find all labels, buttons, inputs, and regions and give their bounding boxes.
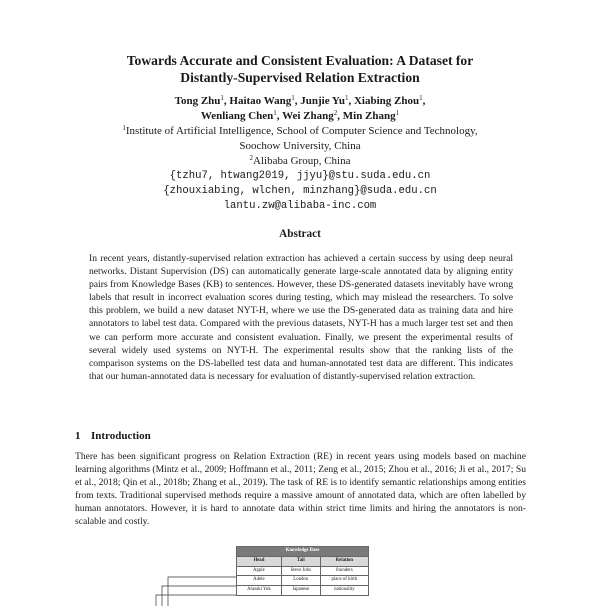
kb-column-header: Tail xyxy=(281,556,320,566)
kb-row xyxy=(237,576,369,586)
author-separator: , xyxy=(276,110,283,122)
affiliation-2 xyxy=(60,154,540,169)
knowledge-base-figure xyxy=(150,546,550,606)
author-name: Wenliang Chen xyxy=(200,110,274,122)
affiliation-1-line-1: Institute of Artificial Intelligence, School of Computer Science and Technology, xyxy=(125,125,478,137)
kb-cell: London xyxy=(281,576,320,586)
author-separator: , xyxy=(348,95,354,107)
abstract-heading: Abstract xyxy=(279,228,321,240)
figure-connector-lines xyxy=(150,546,240,606)
author-name: Min Zhang xyxy=(342,110,396,122)
kb-table-caption: Knowledge Base xyxy=(237,547,369,557)
author-affiliation-mark: 1 xyxy=(344,94,349,102)
author-name: Junjie Yu xyxy=(300,95,345,107)
title-line-2: Distantly-Supervised Relation Extraction xyxy=(180,70,420,85)
connector-line xyxy=(168,577,236,606)
abstract-text: In recent years, distantly-supervised relation extraction has achieved a certain success by using deep neural networks. Distant Supervision (DS) can automatically generate large-scale annotated data by aligning entity pairs from Knowledge Bases (KB) to sentences. However, these DS-generated datasets inevitably have wrong labels that result in incorrect evaluation scores during testing, which may mislead the researchers. To solve this problem, we build a new dataset NYT-H, where we use the DS-generated data as training data and hire annotators to label test data. Compared with the previous datasets, NYT-H has a much larger test set and then we can perform more accurate and consistent evaluation. Finally, we present the experimental results of several widely used systems on NYT-H. The experimental results show that the ranking lists of the comparison systems on the DS-labelled test data and human-annotated test data are different. This indicates that our human-annotated data is necessary for evaluation of distantly-supervised relation extraction. xyxy=(89,253,513,382)
author-affiliation-mark: 1 xyxy=(395,109,400,117)
section-heading xyxy=(75,430,151,442)
affiliation-1-line-2: Soochow University, China xyxy=(239,140,361,152)
author-name: Wei Zhang xyxy=(282,110,334,122)
kb-row xyxy=(237,586,369,596)
author-line-2 xyxy=(60,109,540,124)
paper-title xyxy=(60,52,540,86)
author-name: Tong Zhu xyxy=(174,95,221,107)
title-line-1: Towards Accurate and Consistent Evaluation: A Dataset for xyxy=(126,53,474,68)
author-separator: , xyxy=(223,95,230,107)
author-affiliation-mark: 1 xyxy=(419,94,423,102)
kb-cell: Arasaki Yuk xyxy=(237,586,282,596)
author-separator: , xyxy=(294,95,301,107)
author-affiliation-mark: 1 xyxy=(273,109,277,117)
author-line-1 xyxy=(60,94,540,109)
author-affiliation-mark: 1 xyxy=(220,94,224,102)
introduction-paragraph: There has been significant progress on Relation Extraction (RE) in recent years using models based on machine learning algorithms (Mintz et al., 2009; Hoffmann et al., 2011; Zeng et al., 2015; Zhou et al., 2016; Ji et al., 2017; Su et al., 2018; Qin et al., 2018b; Zhang et al., 2019). The task of RE is to identify semantic relationships among entities from texts. Traditional supervised methods require a massive amount of annotated data, which are often labelled by human annotators. However, it is hard to annotate data within strict time limits and hiring the annotators is non-scalable and costly. xyxy=(75,451,526,528)
author-affiliation-mark: 2 xyxy=(333,109,338,117)
kb-cell: nationality xyxy=(320,586,368,596)
author-name: Haitao Wang xyxy=(229,95,292,107)
author-block xyxy=(60,94,540,214)
kb-column-header: Relation xyxy=(320,556,368,566)
kb-cell: Japanese xyxy=(281,586,320,596)
affiliation-mark: 2 xyxy=(249,154,254,162)
kb-cell: Steve Jobs xyxy=(281,566,320,576)
section-number: 1 xyxy=(75,430,81,442)
kb-header-row xyxy=(237,556,369,566)
kb-cell: Apple xyxy=(237,566,282,576)
author-name: Xiabing Zhou xyxy=(353,95,420,107)
affiliation-mark: 1 xyxy=(122,124,126,132)
email-line-2: {zhouxiabing, wlchen, minzhang}@suda.edu.cn xyxy=(163,185,437,197)
author-separator: , xyxy=(337,110,343,122)
connector-line xyxy=(162,586,236,606)
affiliation-2-text: Alibaba Group, China xyxy=(253,155,351,167)
author-affiliation-mark: 1 xyxy=(291,94,295,102)
author-separator: , xyxy=(422,95,426,107)
knowledge-base-table xyxy=(236,546,369,596)
section-title: Introduction xyxy=(91,430,151,442)
email-line-3: lantu.zw@alibaba-inc.com xyxy=(223,200,377,212)
kb-column-header: Head xyxy=(237,556,282,566)
kb-cell: founders xyxy=(320,566,368,576)
email-line-1: {tzhu7, htwang2019, jjyu}@stu.suda.edu.cn xyxy=(169,170,431,182)
affiliation-1 xyxy=(60,124,540,139)
kb-cell: Adele xyxy=(237,576,282,586)
kb-cell: place of birth xyxy=(320,576,368,586)
kb-row xyxy=(237,566,369,576)
